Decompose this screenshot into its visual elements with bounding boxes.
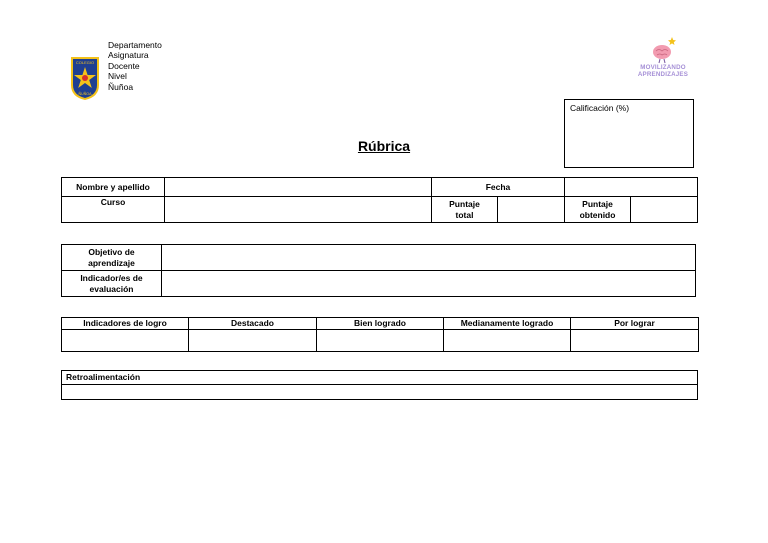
header-teacher: Docente [108,60,140,71]
header-info [108,40,162,92]
grade-box[interactable] [564,99,694,168]
rubric-cell[interactable] [317,330,444,352]
total-score-label-line-2: total [455,209,474,220]
date-label: Fecha [432,178,565,197]
school-logo-bottom-text: ÑUÑOA [78,92,92,96]
rubric-header-well-achieved: Bien logrado [317,318,444,330]
rubric-header-outstanding: Destacado [189,318,317,330]
indicator-label [62,271,162,297]
objectives-table [61,244,696,297]
objective-field[interactable] [162,245,696,271]
page-title [300,138,468,154]
date-field[interactable] [565,178,698,197]
grade-label: Calificación (%) [570,103,630,113]
feedback-table [61,370,698,400]
rubric-cell[interactable] [189,330,317,352]
school-crest-logo [69,55,101,101]
name-label: Nombre y apellido [62,178,165,197]
feedback-field[interactable] [62,385,698,400]
feedback-label: Retroalimentación [62,371,698,385]
course-field[interactable] [165,197,432,223]
obtained-score-field[interactable] [631,197,698,223]
rubric-cell[interactable] [62,330,189,352]
obtained-score-label-line-1: Puntaje [582,198,613,209]
rubric-cell[interactable] [444,330,571,352]
total-score-label-line-1: Puntaje [449,198,480,209]
brand-line-1: MOVILIZANDO [640,64,686,71]
rubric-header-indicators: Indicadores de logro [62,318,189,330]
obtained-score-label-line-2: obtenido [579,209,616,220]
student-info-table [61,177,698,223]
rubric-cell[interactable] [571,330,699,352]
objective-label [62,245,162,271]
objective-label-line-2: aprendizaje [88,257,135,268]
brand-line-2: APRENDIZAJES [637,71,689,78]
brand-logo [628,36,698,88]
school-logo-top-text: COLEGIO [75,60,95,65]
name-field[interactable] [165,178,432,197]
rubric-header-moderately-achieved: Medianamente logrado [444,318,571,330]
page-title-text: Rúbrica [357,138,411,154]
header-commune: Ñuñoa [108,81,134,92]
indicator-field[interactable] [162,271,696,297]
indicator-label-line-1: Indicador/es de [80,272,143,283]
header-department: Departamento [108,40,162,50]
objective-label-line-1: Objetivo de [88,246,135,257]
rubric-table [61,317,699,352]
header-subject: Asignatura [108,50,149,61]
rubric-header-to-achieve: Por lograr [571,318,699,330]
total-score-label [432,197,498,223]
course-label: Curso [62,197,165,223]
brain-icon [648,36,678,64]
total-score-field[interactable] [498,197,565,223]
obtained-score-label [565,197,631,223]
indicator-label-line-2: evaluación [89,283,134,294]
header-level: Nivel [108,71,127,82]
